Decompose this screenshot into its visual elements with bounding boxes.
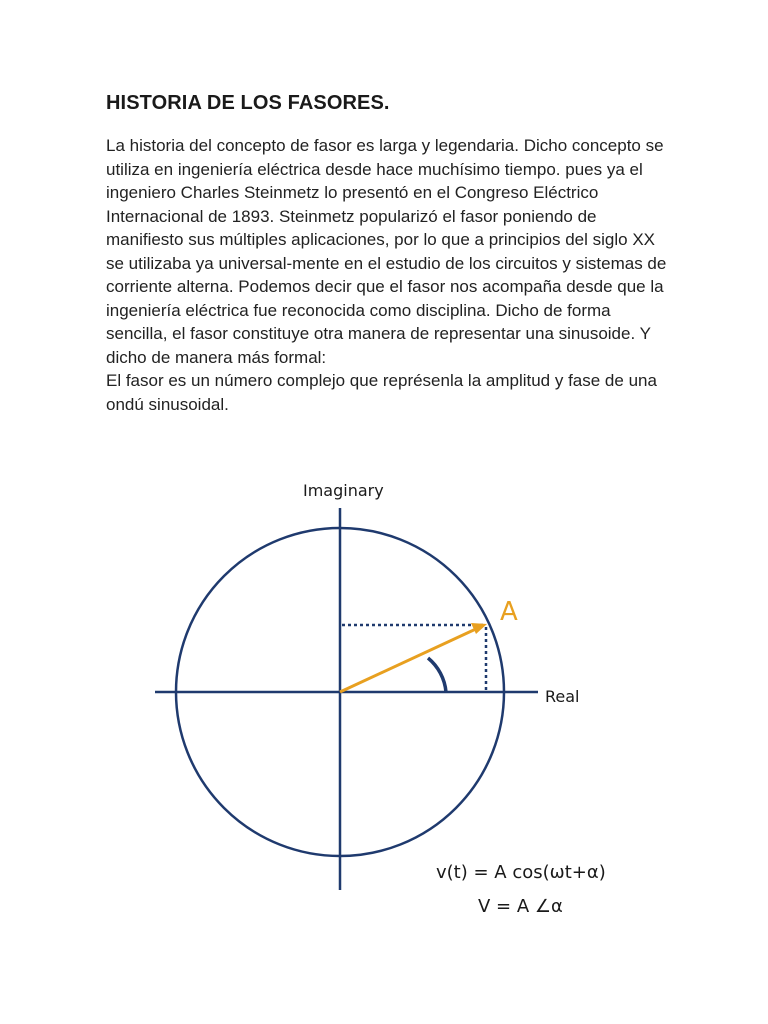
document-title: HISTORIA DE LOS FASORES. (106, 92, 390, 114)
real-axis-label: Real (545, 687, 580, 706)
paragraph: La historia del concepto de fasor es larga y legendaria. Dicho concepto se utiliza en ingeniería eléctrica desde hace muchísimo tiempo. pues ya el ingeniero Charles Steinmetz lo presentó en el Congreso Eléctrico Internacional de 1893. Steinmetz popularizó el fasor poniendo de manifiesto sus múltiples aplicaciones, por lo que a principios del siglo XX se utilizaba ya universal-mente en el estudio de los circuitos y sistemas de corriente alterna. Podemos decir que el fasor nos acompaña desde que la ingeniería eléctrica fue reconocida como disciplina. Dicho de forma sencilla, el fasor constituye otra manera de representar una sinusoide. Y dicho de manera más formal: (106, 136, 667, 367)
time-domain-equation: v(t) = A cos(ωt+α) (436, 862, 606, 883)
imaginary-axis-label: Imaginary (303, 481, 384, 500)
phasor-label: A (500, 597, 518, 627)
phasor-vector (340, 628, 478, 692)
angle-arc (428, 658, 446, 692)
document-body (106, 134, 676, 416)
phasor-equation: V = A ∠α (478, 896, 563, 917)
paragraph: El fasor es un número complejo que représenla la amplitud y fase de una ondú sinusoidal. (106, 371, 657, 414)
phasor-diagram (0, 460, 768, 940)
